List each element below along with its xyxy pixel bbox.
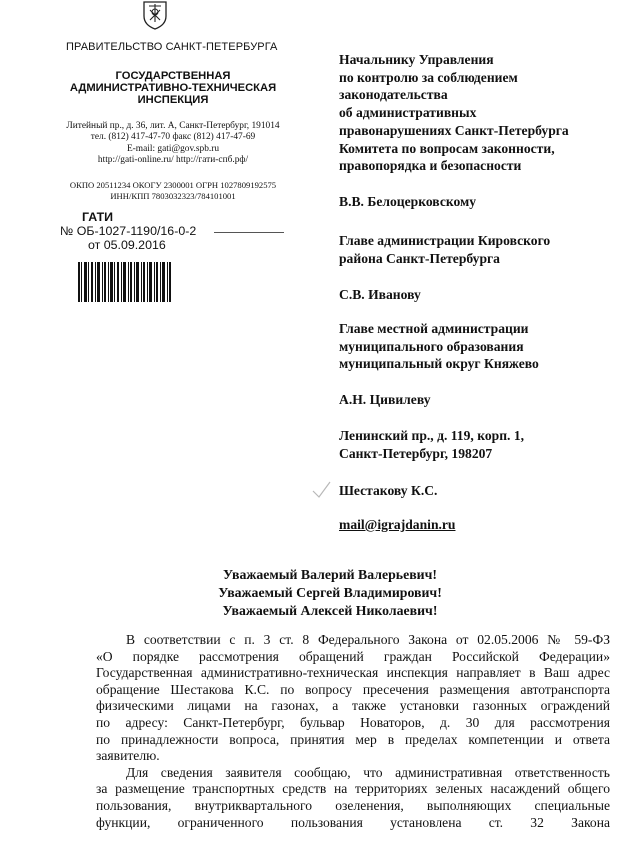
addressee-2-name: С.В. Иванову xyxy=(339,287,421,302)
barcode xyxy=(78,262,171,302)
addressee-line: по контролю за соблюдением xyxy=(339,69,518,85)
addressee-2-position xyxy=(339,232,550,267)
addressee-line: района Санкт-Петербурга xyxy=(339,250,500,266)
registration-number: № ОБ-1027-1190/16-0-2 xyxy=(60,224,197,238)
paragraph-line: по адресу: Санкт-Петербург, бульвар Новаторов, д. 30 для рассмотрения xyxy=(96,714,610,730)
contact-websites: http://gati-online.ru/ http://гати-спб.рф/ xyxy=(97,154,249,165)
greeting-line: Уважаемый Алексей Николаевич! xyxy=(222,603,438,618)
code-line: ОКПО 20511234 ОКОГУ 2300001 ОГРН 1027809192575 xyxy=(69,180,277,190)
addressee-3-position xyxy=(339,320,539,373)
paragraph-2 xyxy=(96,765,610,831)
greeting-line: Уважаемый Сергей Владимирович! xyxy=(218,585,442,600)
contact-phone: тел. (812) 417-47-70 факс (812) 417-47-69 xyxy=(90,132,256,143)
org-line: АДМИНИСТРАТИВНО-ТЕХНИЧЕСКАЯ xyxy=(69,82,277,94)
stamp-divider xyxy=(214,232,284,233)
greeting-block xyxy=(140,566,520,620)
letter-body xyxy=(96,632,610,831)
coat-of-arms-emblem xyxy=(140,0,170,30)
addressee-1-position xyxy=(339,51,569,175)
addressee-line: Начальнику Управления xyxy=(339,52,494,67)
paragraph-line: физическими лицами на газонах, а также установки газонных ограждений xyxy=(96,698,610,714)
addressee-3-name: А.Н. Цивилеву xyxy=(339,392,431,407)
addressee-line: Комитета по вопросам законности, xyxy=(339,140,555,156)
paragraph-line: за размещение транспортных средств на территориях зеленых насаждений общего xyxy=(96,781,610,797)
code-line: ИНН/КПП 7803032323/784101001 xyxy=(110,191,236,201)
organization-codes xyxy=(30,180,316,202)
paragraph-line: функции, ограниченного пользования установлена ст. 32 Закона xyxy=(96,814,610,830)
addressee-line: Главе местной администрации xyxy=(339,321,529,336)
addressee-line: об административных xyxy=(339,105,477,121)
paragraph-line: пользования, внутриквартального озеленения, выполняющих специальные xyxy=(96,797,610,813)
checkmark-icon xyxy=(310,480,332,500)
addressee-line: муниципальный округ Княжево xyxy=(339,356,539,372)
stamp-title: ГАТИ xyxy=(82,210,114,224)
org-line: ГОСУДАРСТВЕННАЯ xyxy=(115,70,231,82)
addressee-line: правонарушениях Санкт-Петербурга xyxy=(339,122,569,138)
address-line: Санкт-Петербург, 198207 xyxy=(339,445,493,461)
address-line: Ленинский пр., д. 119, корп. 1, xyxy=(339,428,525,443)
addressee-1-name: В.В. Белоцерковскому xyxy=(339,194,477,209)
addressee-line: правопорядка и безопасности xyxy=(339,158,522,174)
paragraph-line: Государственная административно-техническая инспекция направляет в Ваш адрес xyxy=(96,665,610,681)
paragraph-line: обращение Шестакова К.С. по вопросу пресечения размещения автотранспорта xyxy=(96,681,610,697)
government-name: ПРАВИТЕЛЬСТВО САНКТ-ПЕТЕРБУРГА xyxy=(66,41,278,53)
organization-contacts xyxy=(30,121,316,166)
registration-date: от 05.09.2016 xyxy=(88,238,166,252)
contact-email: E-mail: gati@gov.spb.ru xyxy=(126,143,220,154)
paragraph-1 xyxy=(96,632,610,765)
applicant-name: Шестакову К.С. xyxy=(339,483,438,498)
paragraph-line: заявителю. xyxy=(96,748,160,764)
org-line: ИНСПЕКЦИЯ xyxy=(137,94,209,106)
addressee-line: муниципального образования xyxy=(339,338,524,354)
paragraph-line: по принадлежности вопроса, принятия мер в пределах компетенции и ответа xyxy=(96,731,610,747)
organization-name xyxy=(50,70,296,106)
greeting-line: Уважаемый Валерий Валерьевич! xyxy=(223,567,437,582)
contact-address: Литейный пр., д. 36, лит. А, Санкт-Петербург, 191014 xyxy=(66,121,280,131)
addressee-line: Главе администрации Кировского xyxy=(339,233,551,248)
applicant-email-link[interactable]: mail@igrajdanin.ru xyxy=(339,517,456,532)
paragraph-line: «О порядке рассмотрения обращений граждан Российской Федерации» xyxy=(96,648,610,664)
addressee-line: законодательства xyxy=(339,87,448,103)
paragraph-line: В соответствии с п. 3 ст. 8 Федерального Закона от 02.05.2006 № 59-ФЗ xyxy=(126,632,610,647)
applicant-address xyxy=(339,427,524,462)
paragraph-line: Для сведения заявителя сообщаю, что административная ответственность xyxy=(126,764,610,780)
